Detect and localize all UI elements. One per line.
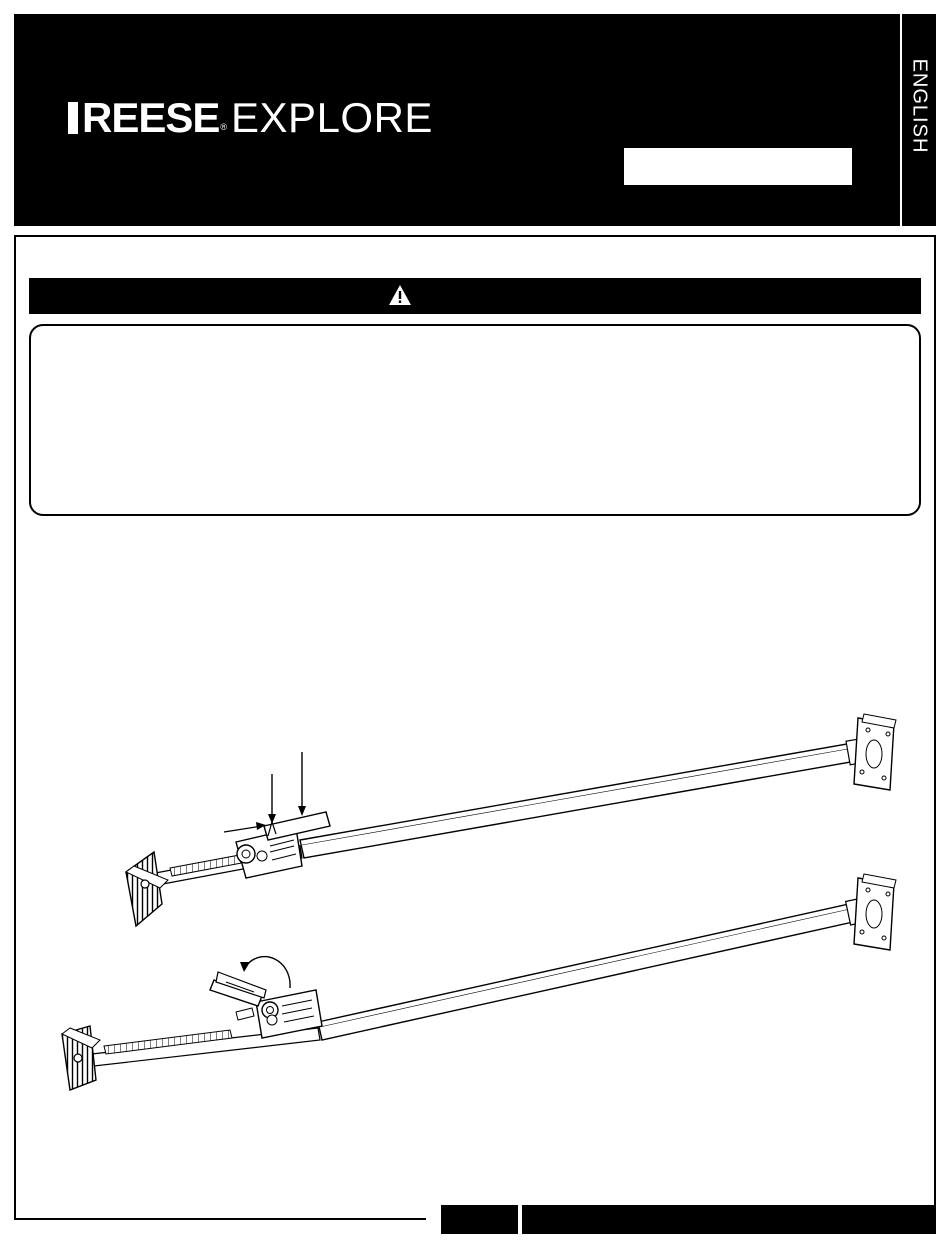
brand-logo (68, 94, 433, 141)
language-label: ENGLISH (908, 58, 931, 154)
page-number-box (441, 1205, 518, 1234)
logo-product-line: EXPLORE (231, 94, 433, 141)
cargo-bar-lower (62, 874, 896, 1090)
frame-bottom-line (14, 1218, 426, 1220)
cargo-bar-upper (126, 714, 896, 926)
cargo-bar-diagram (0, 690, 950, 1110)
header-banner (14, 14, 936, 226)
warning-header-bar (29, 278, 921, 314)
part-number-box (624, 148, 852, 185)
footer-bar (522, 1205, 936, 1234)
frame-top-line (14, 235, 936, 237)
registered-mark: ® (220, 122, 228, 132)
logo-brand-text: REESE (82, 94, 220, 141)
warning-triangle-icon (388, 284, 412, 306)
language-tab (902, 14, 936, 226)
logo-bar (68, 102, 78, 134)
warning-content-box (29, 324, 921, 516)
